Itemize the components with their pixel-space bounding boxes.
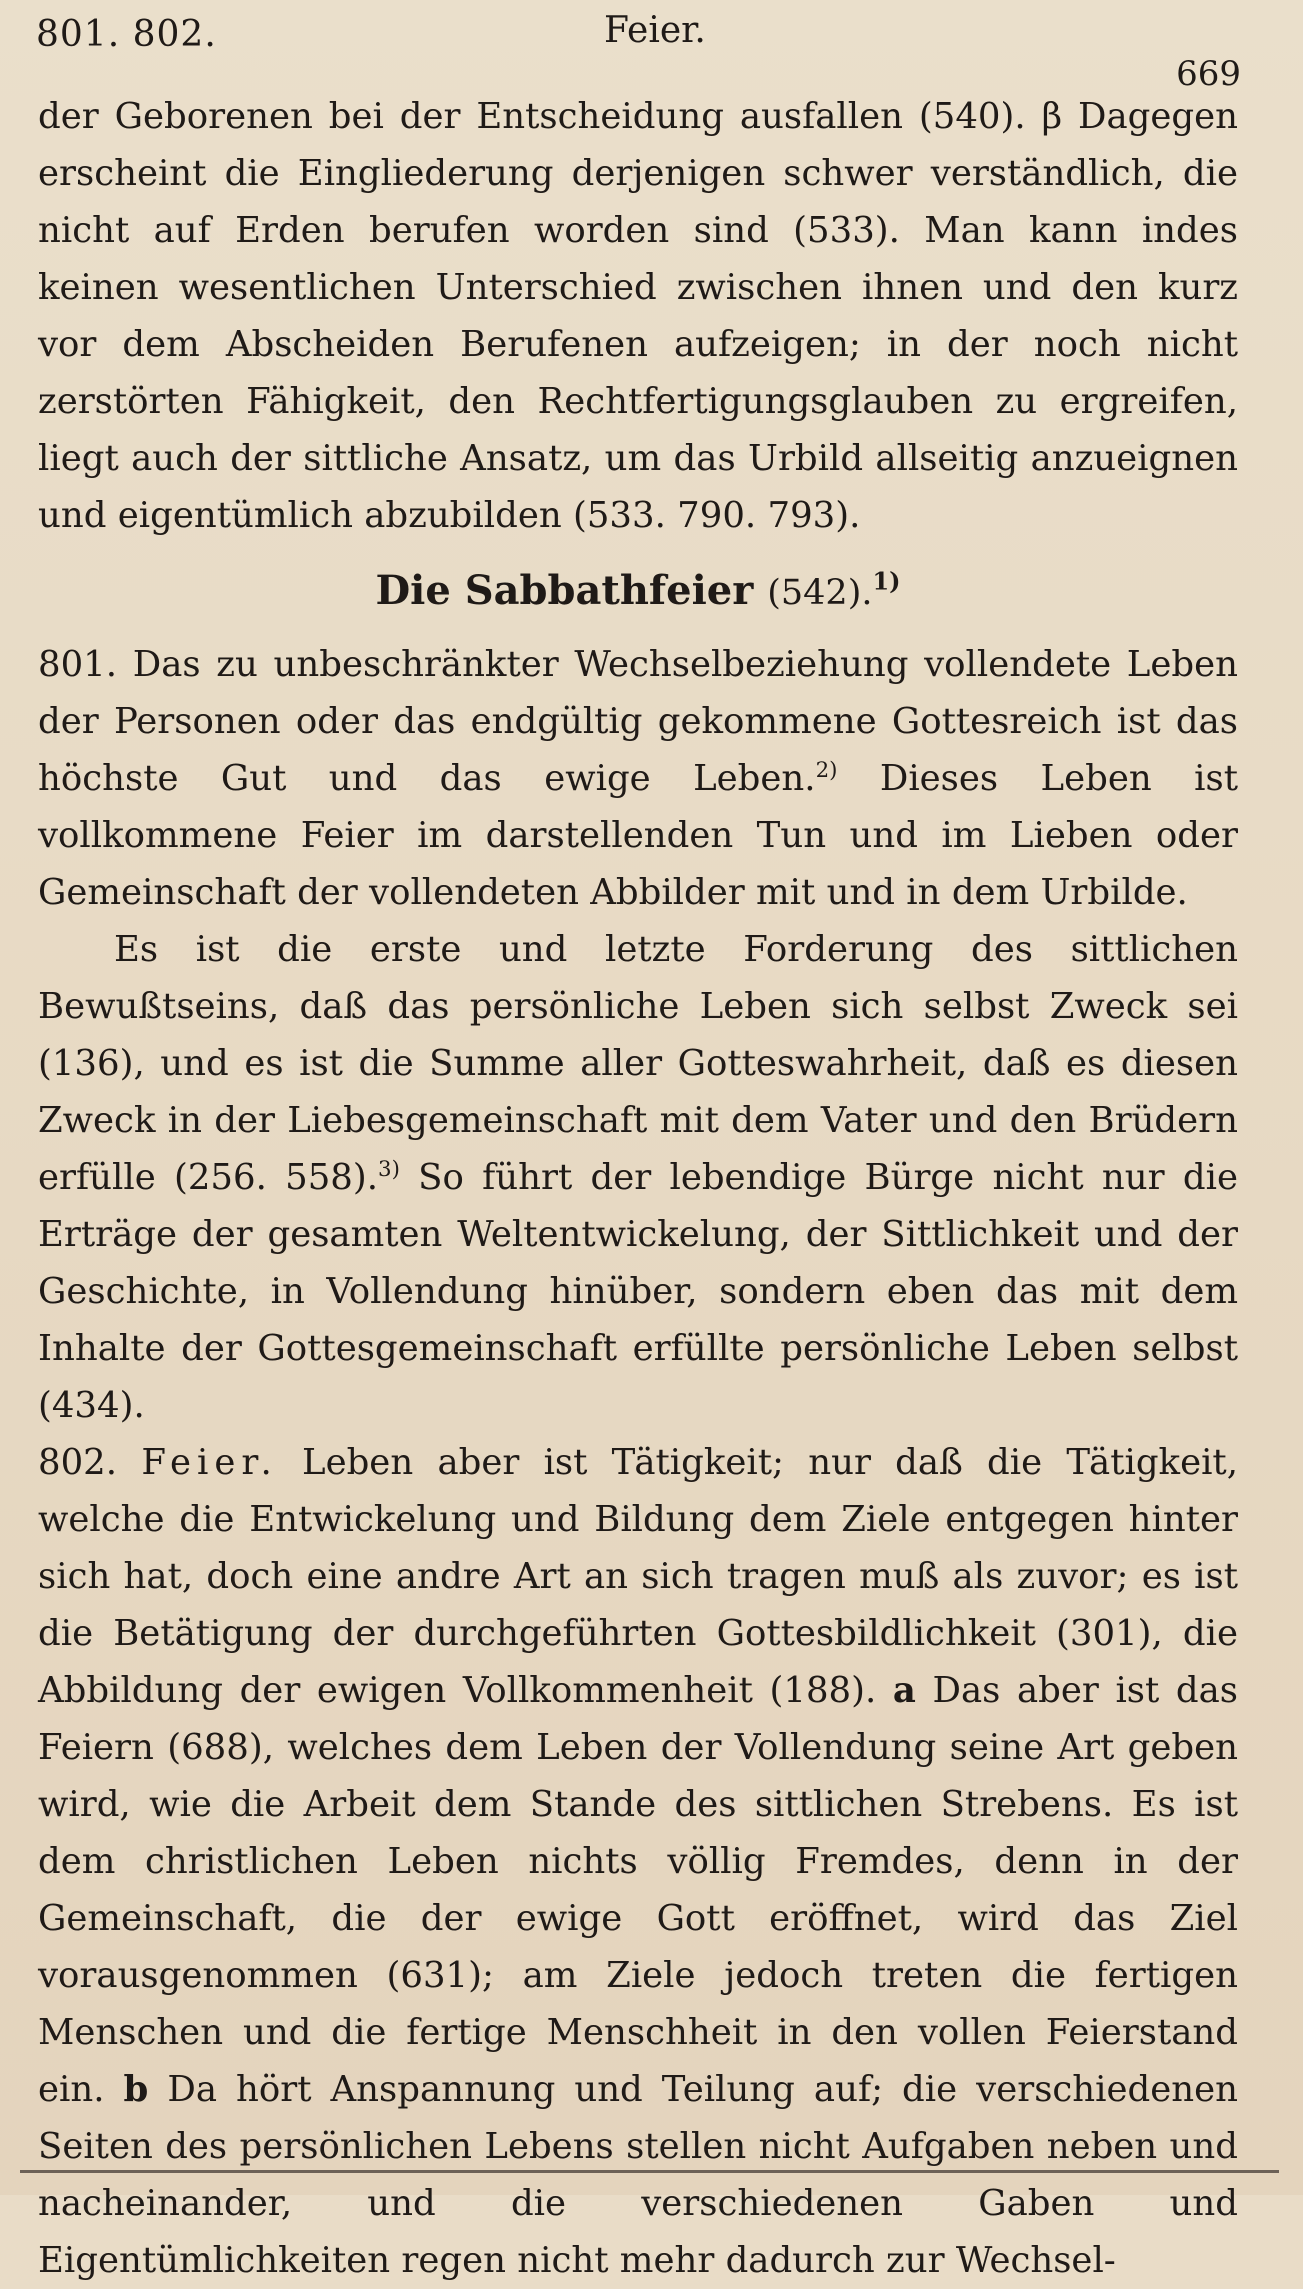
section-title: Die Sabbathfeier <box>375 567 754 614</box>
paragraph-text: Das zu unbeschränkter Wechselbeziehung vollendete Leben der Personen oder das endgültig gekommene Gottesreich ist das höchste Gut und das ewige Leben. <box>38 644 1238 799</box>
header-title: Feier. <box>604 10 706 51</box>
body-text <box>38 88 1238 2289</box>
page-bottom-edge <box>20 2170 1279 2173</box>
section-heading <box>38 562 1238 622</box>
paragraph-801-continued <box>38 921 1238 1434</box>
paragraph-text: Das aber ist das Feiern (688), welches dem Leben der Vollendung seine Art geben wird, wie die Arbeit dem Stande des sittlichen Strebens. Es ist dem christlichen Leben nichts völlig Fremdes, denn in der Gemeinschaft, die der ewige Gott eröffnet, wird das Ziel vorausgenommen (631); am Ziele jedoch treten die fertigen Menschen und die fertige Menschheit in den vollen Feierstand ein. <box>38 1670 1239 2110</box>
paragraph-text: Dieses Leben ist vollkommene Feier im darstellenden Tun und im Lieben oder Gemeinschaft der vollendeten Abbilder mit und in dem Urbilde. <box>38 758 1238 913</box>
section-reference: (542). <box>767 573 873 613</box>
paragraph-801 <box>38 636 1238 921</box>
paragraph-heading: Feier. <box>141 1442 278 1483</box>
point-marker: a <box>892 1670 916 1711</box>
footnote-marker: 2) <box>815 758 838 784</box>
point-marker: b <box>123 2069 149 2110</box>
footnote-marker: 3) <box>378 1157 400 1183</box>
paragraph-text: Leben aber ist Tätigkeit; nur daß die Tätigkeit, welche die Entwickelung und Bildung dem Ziele entgegen hinter sich hat, doch eine andre Art an sich tragen muß als zuvor; es ist die Betätigung der durchgeführten Gottesbildlichkeit (301), die Abbildung der ewigen Vollkommenheit (188). <box>38 1442 1238 1711</box>
header-section-numbers: 801. 802. <box>36 14 217 55</box>
footnote-marker: 1) <box>872 566 901 596</box>
paragraph-text: Es ist die erste und letzte Forderung des sittlichen Bewußtseins, daß das persönliche Leben sich selbst Zweck sei (136), und es ist die Summe aller Gotteswahrheit, daß es diesen Zweck in der Liebesgemeinschaft mit dem Vater und den Brüdern erfülle (256. 558). <box>38 929 1238 1198</box>
paragraph-text: Da hört Anspannung und Teilung auf; die verschiedenen Seiten des persönlichen Lebens stellen nicht Aufgaben neben und nacheinander, und die verschiedenen Gaben und Eigentümlichkeiten regen nicht mehr dadurch zur Wechsel- <box>38 2069 1238 2281</box>
continued-paragraph: der Geborenen bei der Entscheidung ausfallen (540). β Dagegen erscheint die Eingliederung derjenigen schwer verständlich, die nicht auf Erden berufen worden sind (533). Man kann indes keinen wesentlichen Unterschied zwischen ihnen und den kurz vor dem Abscheiden Berufenen aufzeigen; in der noch nicht zerstörten Fähigkeit, den Rechtfertigungsglauben zu ergreifen, liegt auch der sittliche Ansatz, um das Urbild allseitig anzueignen und eigentümlich abzubilden (533. 790. 793). <box>38 96 1238 536</box>
paragraph-802 <box>38 1434 1238 2289</box>
paragraph-text: So führt der lebendige Bürge nicht nur die Erträge der gesamten Weltentwickelung, der Sittlichkeit und der Geschichte, in Vollendung hinüber, sondern eben das mit dem Inhalte der Gottesgemeinschaft erfüllte persönliche Leben selbst (434). <box>38 1157 1238 1426</box>
paragraph-number: 802. <box>38 1442 118 1483</box>
paragraph-number: 801. <box>38 644 118 685</box>
page-number: 669 <box>1176 54 1241 94</box>
